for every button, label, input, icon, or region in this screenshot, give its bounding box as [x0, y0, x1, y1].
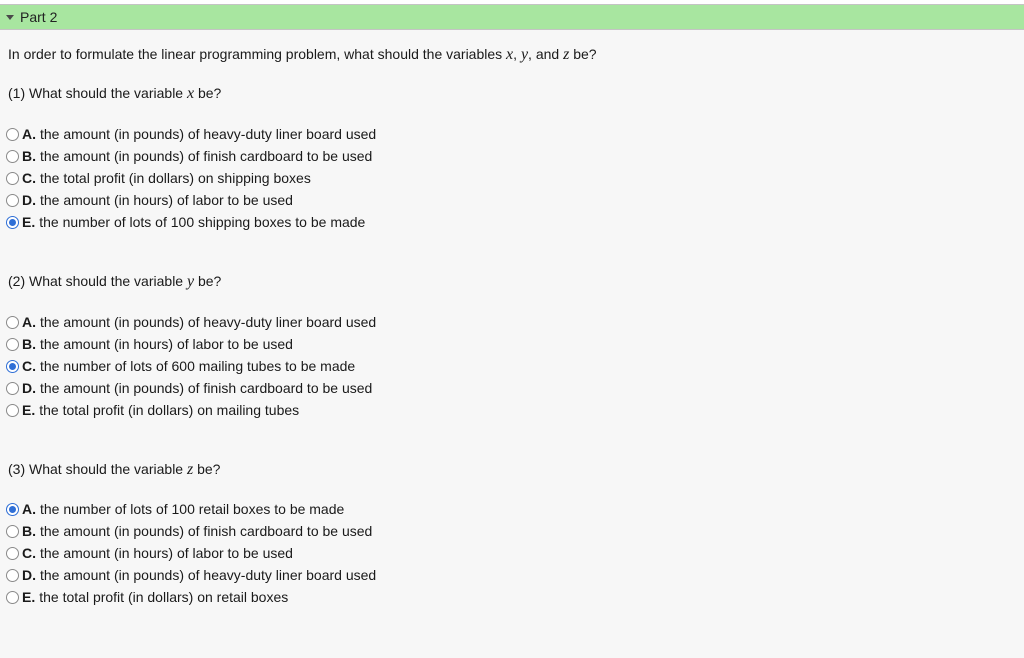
option-text: the total profit (in dollars) on mailing tubes	[39, 402, 300, 418]
radio-button[interactable]	[6, 360, 19, 373]
var-x: x	[506, 46, 514, 63]
option-1e[interactable]	[6, 211, 376, 233]
option-text: the number of lots of 100 retail boxes to be made	[40, 501, 345, 517]
option-2c[interactable]	[6, 355, 376, 377]
question-suffix: be?	[194, 85, 222, 101]
options-group-2	[6, 311, 376, 421]
question-2	[8, 273, 221, 291]
option-2d[interactable]	[6, 377, 376, 399]
option-3a[interactable]	[6, 498, 376, 520]
radio-button[interactable]	[6, 503, 19, 516]
intro-sep: , and	[528, 46, 564, 62]
question-variable: z	[186, 461, 194, 478]
option-text: the amount (in pounds) of heavy-duty liner board used	[40, 567, 377, 583]
option-text: the number of lots of 600 mailing tubes to be made	[40, 358, 356, 374]
option-letter: A.	[22, 314, 36, 330]
radio-button[interactable]	[6, 525, 19, 538]
part-header[interactable]	[0, 4, 1024, 30]
option-letter: D.	[22, 380, 36, 396]
option-letter: B.	[22, 523, 36, 539]
option-3d[interactable]	[6, 564, 376, 586]
question-text: (3) What should the variable	[8, 461, 187, 477]
option-text: the amount (in hours) of labor to be used	[40, 192, 293, 208]
option-text: the amount (in pounds) of finish cardboard to be used	[40, 148, 373, 164]
option-letter: E.	[22, 214, 36, 230]
intro-prompt	[8, 46, 597, 64]
option-letter: D.	[22, 192, 36, 208]
radio-button[interactable]	[6, 150, 19, 163]
question-suffix: be?	[194, 273, 222, 289]
option-text: the amount (in pounds) of finish cardboard to be used	[40, 523, 373, 539]
radio-button[interactable]	[6, 128, 19, 141]
question-suffix: be?	[193, 461, 221, 477]
option-letter: C.	[22, 170, 36, 186]
options-group-1	[6, 123, 376, 233]
option-letter: A.	[22, 501, 36, 517]
caret-down-icon[interactable]	[6, 15, 14, 20]
option-text: the total profit (in dollars) on retail boxes	[39, 589, 289, 605]
option-letter: D.	[22, 567, 36, 583]
question-variable: x	[186, 85, 195, 102]
radio-button[interactable]	[6, 194, 19, 207]
option-2e[interactable]	[6, 399, 376, 421]
intro-sep: ,	[513, 46, 521, 62]
option-text: the amount (in hours) of labor to be used	[40, 545, 293, 561]
intro-suffix: be?	[569, 46, 597, 62]
option-1c[interactable]	[6, 167, 376, 189]
radio-button[interactable]	[6, 172, 19, 185]
option-text: the total profit (in dollars) on shipping boxes	[40, 170, 311, 186]
option-3c[interactable]	[6, 542, 376, 564]
option-text: the number of lots of 100 shipping boxes to be made	[39, 214, 366, 230]
var-z: z	[563, 46, 570, 63]
option-1a[interactable]	[6, 123, 376, 145]
option-text: the amount (in hours) of labor to be used	[40, 336, 293, 352]
option-text: the amount (in pounds) of finish cardboard to be used	[40, 380, 373, 396]
part-title: Part 2	[20, 9, 58, 25]
option-letter: B.	[22, 336, 36, 352]
radio-button[interactable]	[6, 591, 19, 604]
option-letter: C.	[22, 358, 36, 374]
option-2b[interactable]	[6, 333, 376, 355]
option-text: the amount (in pounds) of heavy-duty liner board used	[40, 314, 377, 330]
question-3	[8, 461, 220, 479]
var-y: y	[520, 46, 529, 63]
option-letter: A.	[22, 126, 36, 142]
radio-button[interactable]	[6, 404, 19, 417]
question-text: (2) What should the variable	[8, 273, 187, 289]
option-letter: C.	[22, 545, 36, 561]
radio-button[interactable]	[6, 382, 19, 395]
question-text: (1) What should the variable	[8, 85, 187, 101]
option-3e[interactable]	[6, 586, 376, 608]
option-letter: E.	[22, 402, 36, 418]
radio-button[interactable]	[6, 338, 19, 351]
option-text: the amount (in pounds) of heavy-duty liner board used	[40, 126, 377, 142]
option-2a[interactable]	[6, 311, 376, 333]
option-letter: E.	[22, 589, 36, 605]
radio-button[interactable]	[6, 569, 19, 582]
option-letter: B.	[22, 148, 36, 164]
radio-button[interactable]	[6, 216, 19, 229]
intro-text: In order to formulate the linear programming problem, what should the variables	[8, 46, 507, 62]
options-group-3	[6, 498, 376, 608]
option-3b[interactable]	[6, 520, 376, 542]
radio-button[interactable]	[6, 547, 19, 560]
option-1b[interactable]	[6, 145, 376, 167]
radio-button[interactable]	[6, 316, 19, 329]
option-1d[interactable]	[6, 189, 376, 211]
question-1	[8, 85, 221, 103]
question-variable: y	[186, 273, 195, 290]
